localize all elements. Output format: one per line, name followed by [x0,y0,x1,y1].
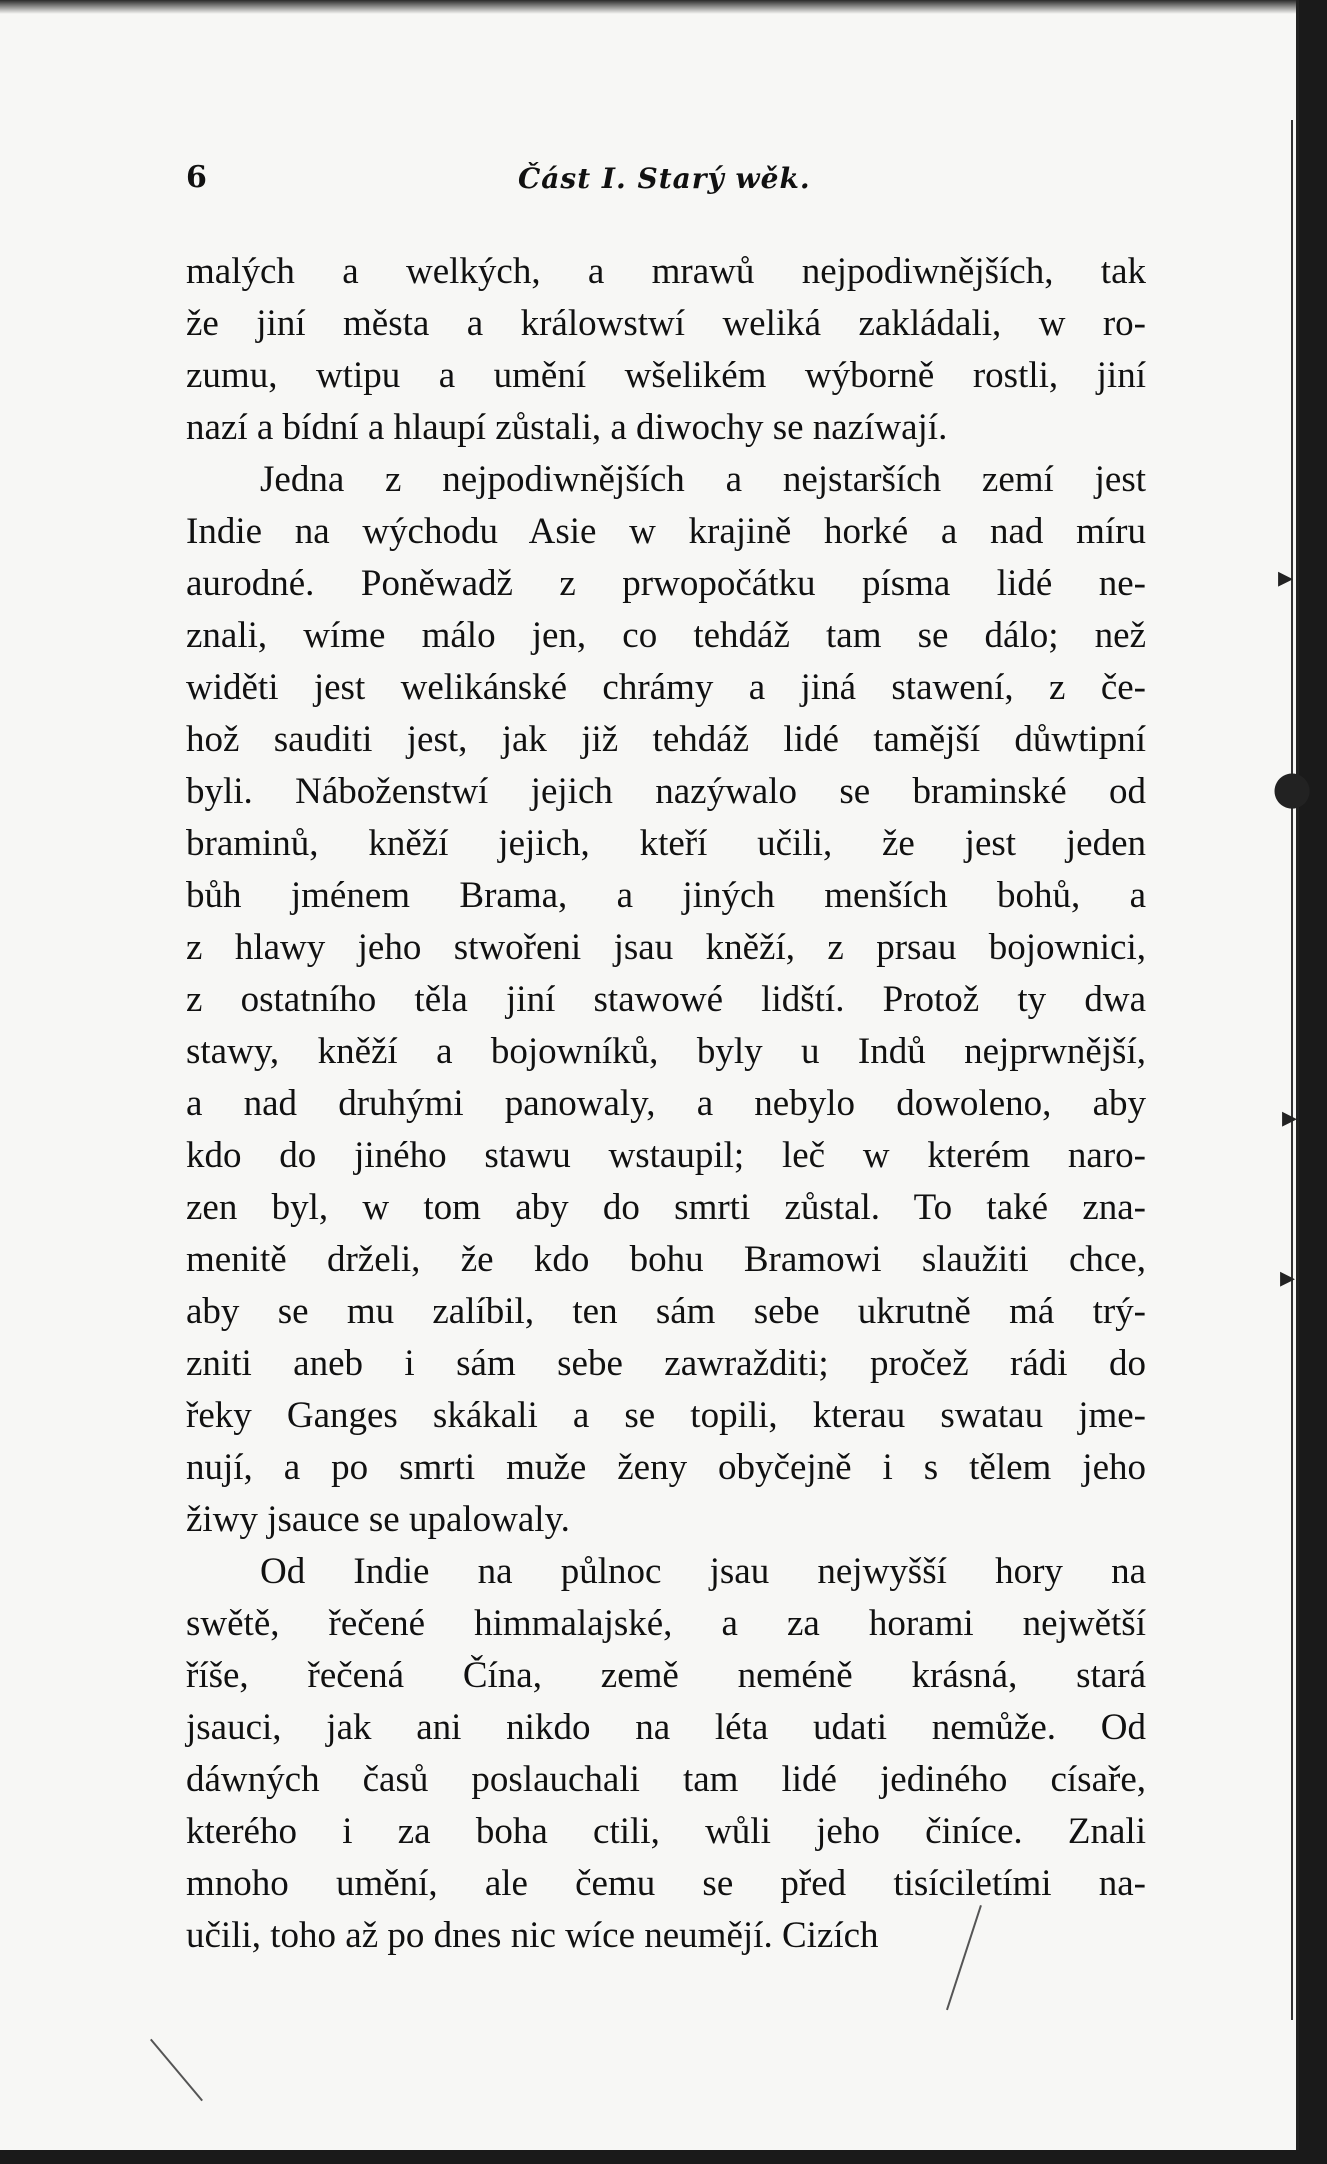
text-line: widěti jest welikánské chrámy a jiná stawení, z če- [186,667,1146,708]
pencil-stroke [150,2039,203,2102]
running-head: Část I. Starý wěk. [518,162,811,195]
paragraph [186,454,1146,1546]
margin-mark: ▸ [1282,1100,1298,1135]
page-number: 6 [186,160,207,195]
text-line: nují, a po smrti muže ženy obyčejně i s tělem jeho [186,1447,1146,1488]
body-text [186,246,1146,1962]
text-line: říše, řečená Čína, země neméně krásná, stará [186,1655,1146,1696]
page-edge [1291,120,1293,2020]
text-line: dáwných časů poslauchali tam lidé jediného císaře, [186,1759,1146,1800]
text-line: zumu, wtipu a umění wšelikém wýborně rostli, jiní [186,355,1146,396]
paragraph [186,246,1146,454]
margin-mark: ▸ [1278,560,1294,595]
text-line: malých a welkých, a mrawů nejpodiwnějších, tak [186,251,1146,292]
text-line: zen byl, w tom aby do smrti zůstal. To také zna- [186,1187,1146,1228]
text-line: že jiní města a králowstwí weliká zakládali, w ro- [186,303,1146,344]
text-line: bůh jménem Brama, a jiných menších bohů, a [186,875,1146,916]
text-line: hož sauditi jest, jak již tehdáž lidé tamější důwtipní [186,719,1146,760]
text-line: z hlawy jeho stwořeni jsau kněží, z prsau bojownici, [186,927,1146,968]
text-line: znali, wíme málo jen, co tehdáž tam se dálo; než [186,615,1146,656]
text-line: menitě drželi, že kdo bohu Bramowi slaužiti chce, [186,1239,1146,1280]
text-line: žiwy jsauce se upalowaly. [186,1499,570,1540]
text-line: byli. Náboženstwí jejich nazýwalo se braminské od [186,771,1146,812]
text-line: mnoho umění, ale čemu se před tisíciletími na- [186,1863,1146,1904]
text-line: a nad druhými panowaly, a nebylo dowoleno, aby [186,1083,1146,1124]
page-header [186,160,1146,204]
text-line: Indie na wýchodu Asie w krajině horké a nad míru [186,511,1146,552]
text-line: Jedna z nejpodiwnějších a nejstarších zemí jest [260,459,1146,500]
margin-mark: ▸ [1280,1260,1296,1295]
text-line: nazí a bídní a hlaupí zůstali, a diwochy se nazíwají. [186,407,948,448]
text-line: učili, toho až po dnes nic wíce neumějí. Cizích [186,1915,879,1956]
text-line: řeky Ganges skákali a se topili, kterau swatau jme- [186,1395,1146,1436]
margin-mark: ● [1272,760,1313,814]
text-line: jsauci, jak ani nikdo na léta udati nemůže. Od [186,1707,1146,1748]
text-line: stawy, kněží a bojowníků, byly u Indů nejprwnější, [186,1031,1146,1072]
text-line: aurodné. Poněwadž z prwopočátku písma lidé ne- [186,563,1146,604]
text-line: swětě, řečené himmalajské, a za horami nejwětší [186,1603,1146,1644]
text-line: kdo do jiného stawu wstaupil; leč w kterém naro- [186,1135,1146,1176]
text-line: z ostatního těla jiní stawowé lidští. Protož ty dwa [186,979,1146,1020]
text-line: braminů, kněží jejich, kteří učili, že jest jeden [186,823,1146,864]
text-line: aby se mu zalíbil, ten sám sebe ukrutně má trý- [186,1291,1146,1332]
text-line: zniti aneb i sám sebe zawražditi; pročež rádi do [186,1343,1146,1384]
text-line: kterého i za boha ctili, wůli jeho činíce. Znali [186,1811,1146,1852]
paragraph [186,1546,1146,1962]
text-line: Od Indie na půlnoc jsau nejwyšší hory na [260,1551,1146,1592]
